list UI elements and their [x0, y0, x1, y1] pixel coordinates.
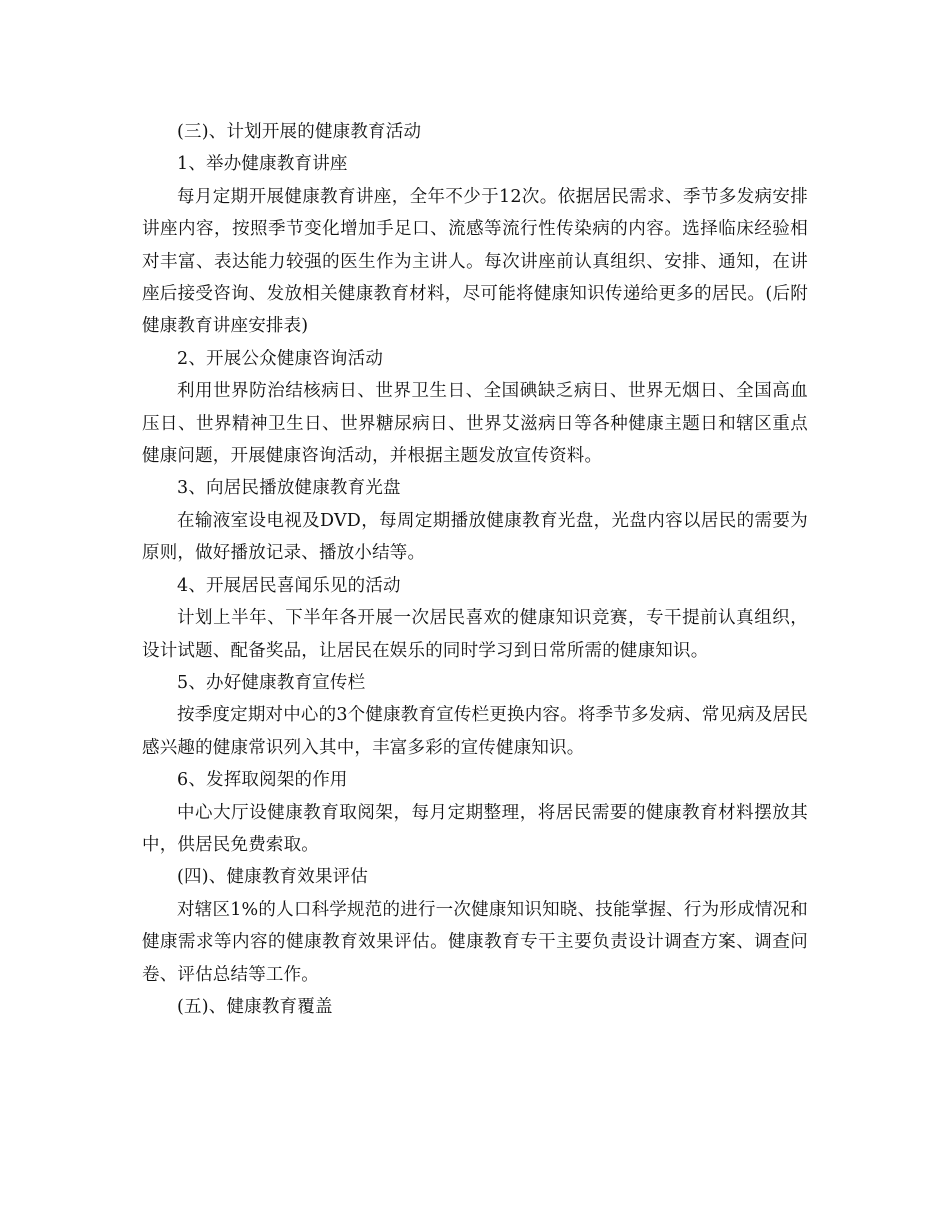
- item-heading-lectures: 1、举办健康教育讲座: [177, 154, 348, 175]
- item-heading-rack: 6、发挥取阅架的作用: [177, 770, 348, 791]
- section-heading-coverage: (五)、健康教育覆盖: [177, 996, 333, 1017]
- item-heading-bulletin: 5、办好健康教育宣传栏: [177, 672, 366, 693]
- paragraph-lectures: 每月定期开展健康教育讲座，全年不少于12次。依据居民需求、季节多发病安排讲座内容，按照季节变化增加手足口、流感等流行性传染病的内容。选择临床经验相对丰富、表达能力较强的医生作为主讲人。每次讲座前认真组织、安排、通知，在讲座后接受咨询、发放相关健康教育材料，尽可能将健康知识传递给更多的居民。(后附健康教育讲座安排表): [142, 186, 808, 337]
- item-heading-events: 4、开展居民喜闻乐见的活动: [177, 575, 401, 596]
- paragraph-events: 计划上半年、下半年各开展一次居民喜欢的健康知识竞赛，专干提前认真组织，设计试题、配备奖品，让居民在娱乐的同时学习到日常所需的健康知识。: [142, 608, 808, 661]
- paragraph-evaluation: 对辖区1%的人口科学规范的进行一次健康知识知晓、技能掌握、行为形成情况和健康需求等内容的健康教育效果评估。健康教育专干主要负责设计调查方案、调查问卷、评估总结等工作。: [142, 899, 808, 985]
- item-heading-consultation: 2、开展公众健康咨询活动: [177, 348, 384, 369]
- paragraph-bulletin: 按季度定期对中心的3个健康教育宣传栏更换内容。将季节多发病、常见病及居民感兴趣的健康常识列入其中，丰富多彩的宣传健康知识。: [142, 705, 808, 758]
- paragraph-video: 在输液室设电视及DVD，每周定期播放健康教育光盘，光盘内容以居民的需要为原则，做好播放记录、播放小结等。: [142, 510, 808, 564]
- section-heading-evaluation: (四)、健康教育效果评估: [177, 867, 369, 888]
- paragraph-consultation: 利用世界防治结核病日、世界卫生日、全国碘缺乏病日、世界无烟日、全国高血压日、世界精神卫生日、世界糖尿病日、世界艾滋病日等各种健康主题日和辖区重点健康问题，开展健康咨询活动，并根据主题发放宣传资料。: [142, 381, 808, 467]
- paragraph-rack: 中心大厅设健康教育取阅架，每月定期整理，将居民需要的健康教育材料摆放其中，供居民免费索取。: [142, 802, 808, 855]
- item-heading-video: 3、向居民播放健康教育光盘: [177, 478, 401, 499]
- section-heading-activities: (三)、计划开展的健康教育活动: [177, 122, 422, 142]
- document-body: [142, 116, 808, 1023]
